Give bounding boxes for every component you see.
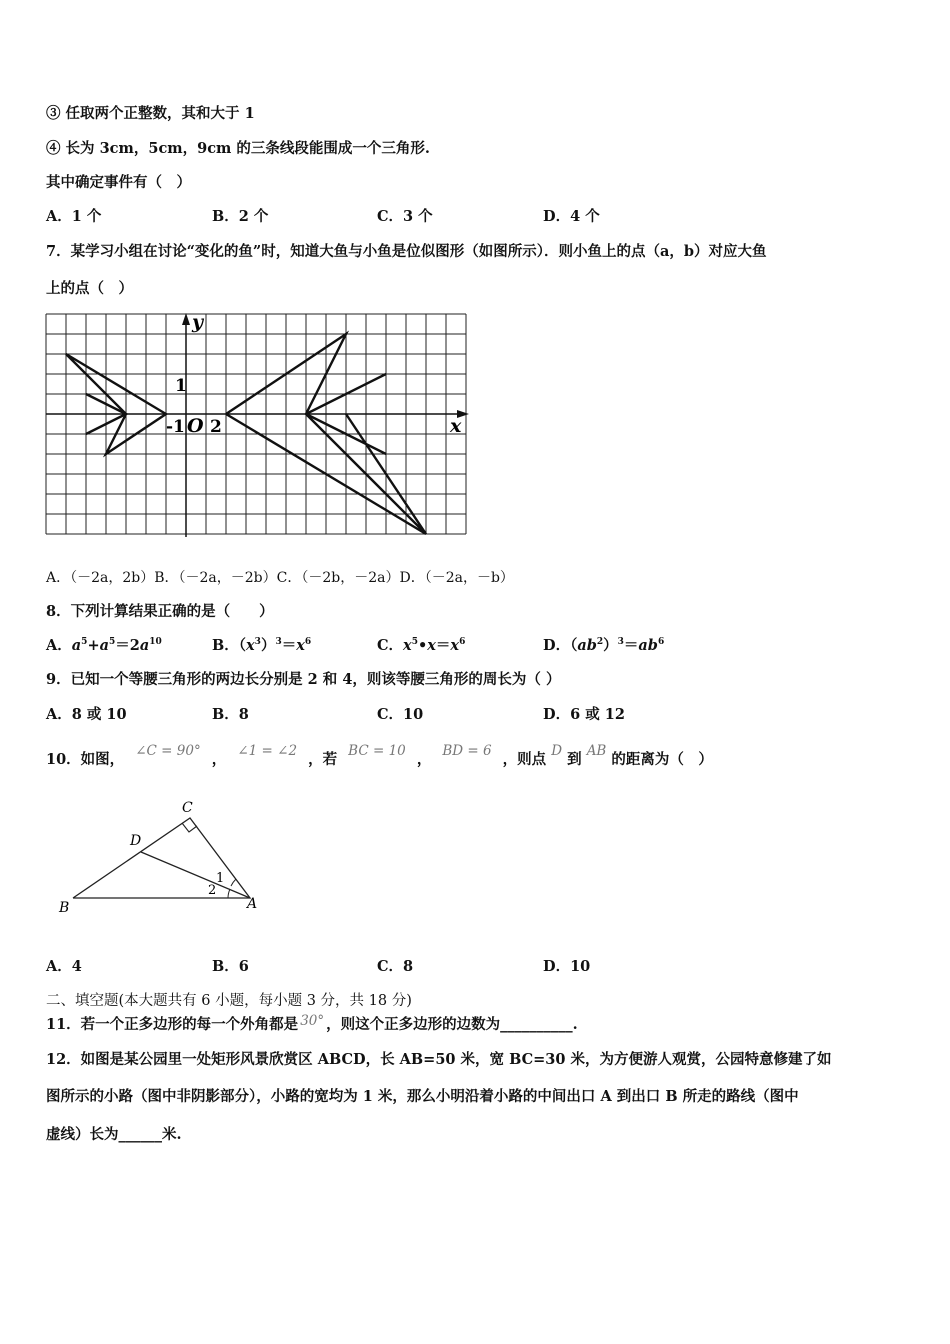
q9-option-d: D．6 或 12 [543,706,625,723]
q9-stem: 9．已知一个等腰三角形的两边长分别是 2 和 4，则该等腰三角形的周长为（ ） [46,671,561,688]
graph-label-y: y [192,311,204,333]
q12-line1: 12．如图是某公园里一处矩形风景欣赏区 ABCD，长 AB=50 米，宽 BC=30 米，为方便游人观赏，公园特意修建了如 [46,1051,832,1068]
fig-label-c: C [182,800,193,816]
q6-option-c: C．3 个 [377,208,433,225]
graph-label-origin: O [187,415,204,437]
math-30-degrees: 30° [300,1013,325,1029]
q6-option-a: A．1 个 [46,208,102,225]
q6-option-d: D．4 个 [543,208,600,225]
statement-3: ③ 任取两个正整数，其和大于 1 [46,105,255,122]
fig-label-b: B [59,900,70,916]
q8-option-a: A．$a^5+a^5=2a^{10}$ [46,637,162,654]
q10-triangle-figure [50,795,270,920]
q6-option-b: B．2 个 [212,208,269,225]
fig-label-angle-1: 1 [216,871,225,886]
q8-option-d: D．$(ab^2)^3=ab^6$ [543,637,665,654]
q8-option-c: C．$x^5•x=x^6$ [377,637,466,654]
q7-stem-line2: 上的点（ ） [46,280,133,297]
section-2-heading: 二、填空题(本大题共有 6 小题，每小题 3 分，共 18 分) [46,993,412,1009]
graph-label-2: 2 [210,417,222,437]
graph-label-1: 1 [175,376,187,396]
q7-options: A．（－2a，2b）B．（－2a，－2b）C．（－2b，－2a）D．（－2a，－b） [46,570,514,586]
q9-option-b: B．8 [212,706,249,723]
q10-option-b: B．6 [212,958,249,975]
q10-option-c: C．8 [377,958,414,975]
q6-stem: 其中确定事件有（ ） [46,174,191,191]
q12-line3: 虚线）长为______米. [46,1126,182,1143]
fig-label-d: D [130,833,142,849]
q8-option-b: B．$(x^3)^3=x^6$ [212,637,312,654]
q9-option-a: A．8 或 10 [46,706,127,723]
fig-label-angle-2: 2 [208,883,217,898]
q7-fish-grid-figure [44,311,474,541]
q12-line2: 图所示的小路（图中非阴影部分），小路的宽均为 1 米，那么小明沿着小路的中间出口 A 到出口 B 所走的路线（图中 [46,1088,799,1105]
q8-stem: 8．下列计算结果正确的是（ ） [46,603,274,620]
q10-stem: 10．如图， ∠C = 90° ， ∠1 = ∠2 ，若 BC = 10 ， BD = 6 ，则点 D 到 AB 的距离为（ ） [46,743,713,768]
graph-label-minus-1: -1 [166,417,185,437]
fig-label-a: A [247,896,258,912]
q7-stem-line1: 7．某学习小组在讨论“变化的鱼”时，知道大鱼与小鱼是位似图形（如图所示）．则小鱼上的点（a，b）对应大鱼 [46,243,767,260]
q10-option-a: A．4 [46,958,82,975]
q11-stem: 11．若一个正多边形的每一个外角都是 30° ，则这个正多边形的边数为__________. [46,1013,578,1033]
math-point-d: D [551,743,563,759]
q9-option-c: C．10 [377,706,424,723]
math-angle-c: ∠C = 90° [135,743,201,759]
q10-option-d: D．10 [543,958,591,975]
math-bc: BC = 10 [348,743,406,759]
math-bd: BD = 6 [442,743,492,759]
graph-label-x: x [450,415,462,437]
math-angles-equal: ∠1 = ∠2 [237,743,298,759]
statement-4: ④ 长为 3cm，5cm，9cm 的三条线段能围成一个三角形. [46,140,430,157]
math-ab: AB [586,743,607,759]
